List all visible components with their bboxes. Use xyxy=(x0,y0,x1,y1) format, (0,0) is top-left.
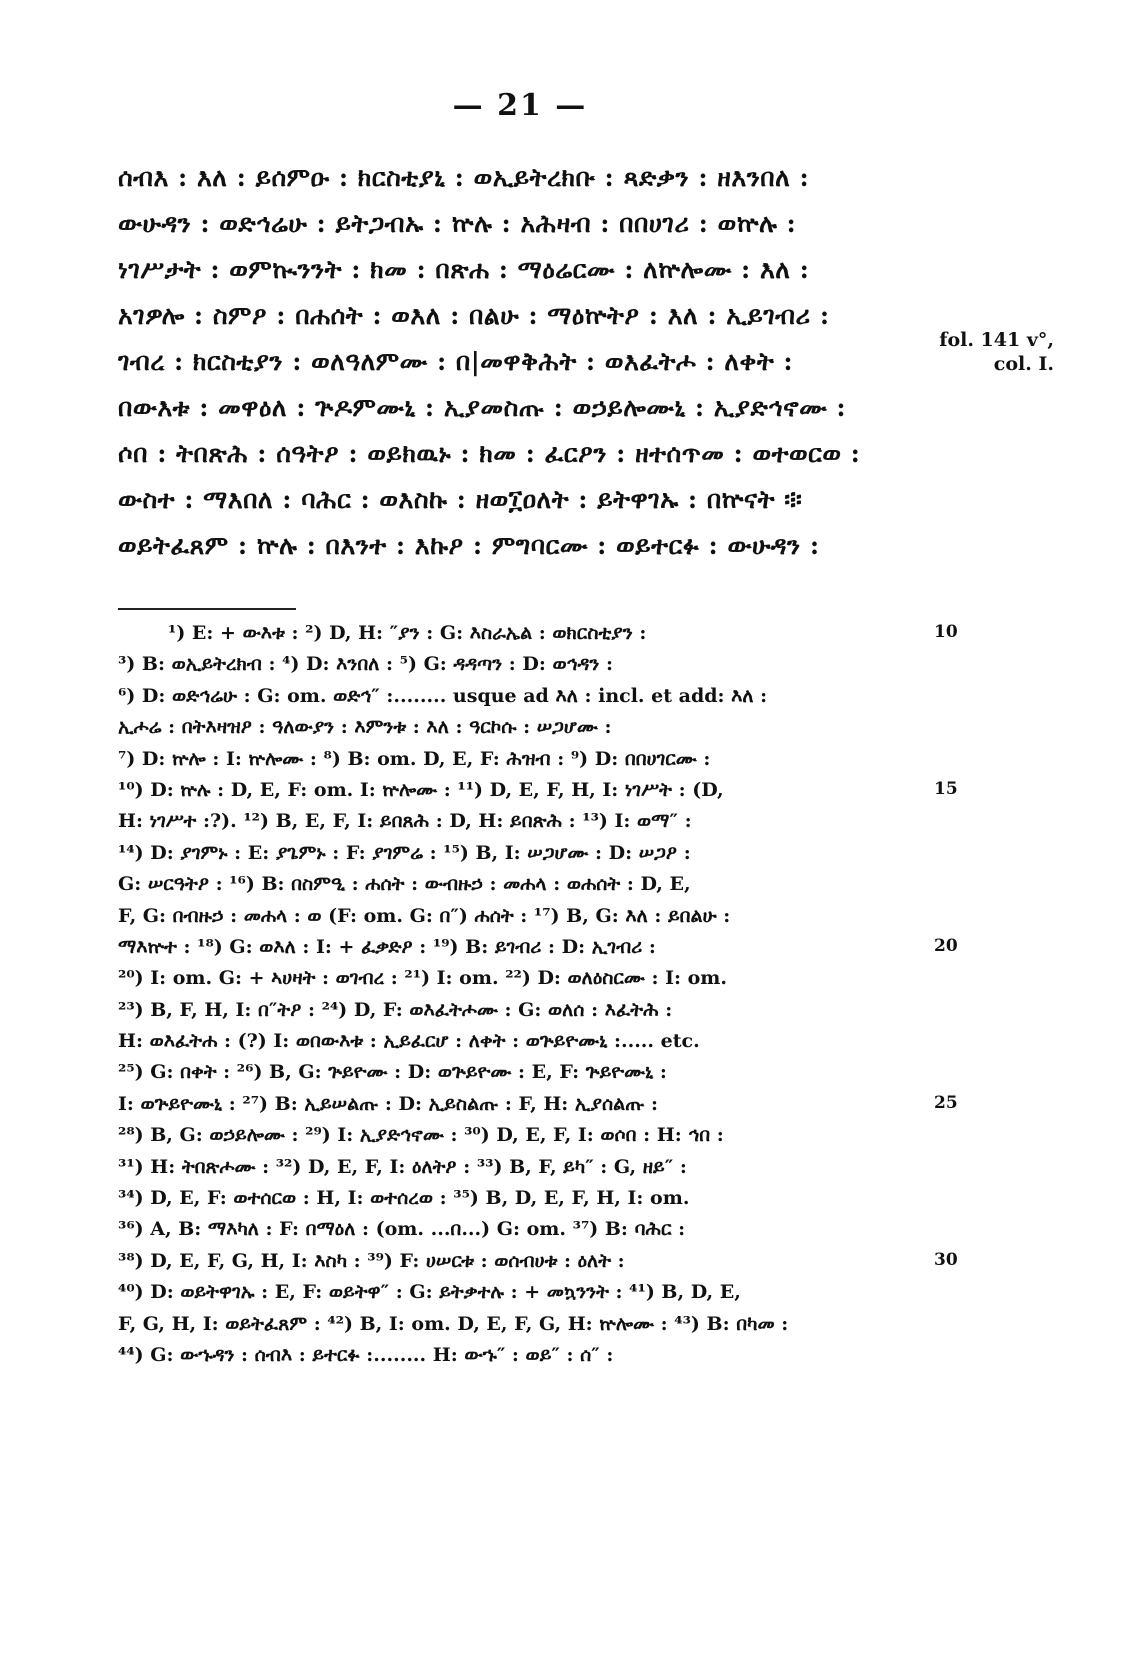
footnote-line: ³⁸) D, E, F, G, H, I: እስካ : ³⁹) F: ሀሠርቱ : ወሰብሀቱ : ዕለት : xyxy=(118,1249,625,1272)
footnote-line: ³) B: ወኢይትረክብ : ⁴) D: እንበለ : ⁵) G: ዳዳጣን : D: ወኅዳን : xyxy=(118,653,613,676)
footnote-line: ²⁵) G: በቀት : ²⁶) B, G: ጕይዮሙ : D: ወጕይዮሙ : E, F: ጕይዮሙኒ : xyxy=(118,1061,667,1084)
footnote-line: ¹⁴) D: ያገምኑ : E: ያጌምኑ : F: ያገምሬ : ¹⁵) B, I: ሠጋሆሙ : D: ሠጋዖ : xyxy=(118,841,691,864)
page-number: — 21 — xyxy=(452,88,588,123)
text-line: ውሁዳን : ወድኅሬሁ : ይትጋብኡ : ኵሉ : አሕዛብ : በበሀገሪ : ወኵሉ : xyxy=(118,209,797,238)
line-number: 10 xyxy=(934,622,958,642)
margin-note xyxy=(934,328,1054,376)
text-line: ውስተ : ማእበለ : ባሕር : ወእስኩ : ዘወ፲ዐለት : ይትዋገኡ : በኵናት ፨ xyxy=(118,485,803,514)
text-line: ሰብእ : እለ : ይሰምዑ : ክርስቲያኒ : ወኢይትረክቡ : ጻድቃን : ዘእንበለ : xyxy=(118,163,810,192)
footnote-line: ⁴⁰) D: ወይትዋገኡ : E, F: ወይትዋ″ : G: ይትቃተሉ : + መኳንንት : ⁴¹) B, D, E, xyxy=(118,1281,741,1304)
footnote-line: ³⁶) A, B: ማእካለ : F: በማዕለ : (om. ...በ...) G: om. ³⁷) B: ባሕር : xyxy=(118,1218,686,1241)
line-number: 30 xyxy=(934,1250,958,1270)
footnote-line: ³⁴) D, E, F: ወተሰርወ : H, I: ወተሰረወ : ³⁵) B, D, E, F, H, I: om. xyxy=(118,1187,690,1210)
footnote-line: ማእኵተ : ¹⁸) G: ወእለ : I: + ፈቃድዖ : ¹⁹) B: ይገብሪ : D: ኢገብሪ : xyxy=(118,935,656,958)
text-line: ሶበ : ትበጽሕ : ሰዓትዖ : ወይክዉኑ : ክመ : ፈርዖን : ዘተሰጥመ : ወተወርወ : xyxy=(118,439,861,468)
footnote-line: F, G, H, I: ወይትፈጸም : ⁴²) B, I: om. D, E, F, G, H: ኵሎሙ : ⁴³) B: በካመ : xyxy=(118,1312,789,1335)
footnotes xyxy=(118,618,930,1371)
footnote-line: G: ሠርዓትዖ : ¹⁶) B: በስምዒ : ሐሰት : ውብዙኃ : መሐላ : ወሐሰት : D, E, xyxy=(118,873,691,896)
text-line: በውእቱ : መዋዕለ : ጕዶምሙኒ : ኢያመስጡ : ወኃይሎሙኒ : ኢያድኅኖሙ : xyxy=(118,393,847,422)
text-line: አገዎሎ : ስምዖ : በሐሰት : ወእለ : በልሁ : ማዕኵትዖ : እለ : ኢይገብሪ : xyxy=(118,301,830,330)
line-number: 20 xyxy=(934,936,958,956)
footnote-line: H: ወእፈትሐ : (?) I: ወበውእቱ : ኢይፈርሆ : ለቀት : ወጕይዮሙኒ :..... etc. xyxy=(118,1030,700,1053)
footnote-line: ኢሖሬ : በትእዛዝዖ : ዓለውያን : እምንቱ : እለ : ዓርኮሱ : ሠጋሆሙ : xyxy=(118,716,612,739)
footnote-line: F, G: በብዙኃ : መሐላ : ወ (F: om. G: በ″) ሐሰት : ¹⁷) B, G: እለ : ይበልሁ : xyxy=(118,904,731,927)
footnote-line: ¹⁰) D: ኵሉ : D, E, F: om. I: ኵሎሙ : ¹¹) D, E, F, H, I: ነገሥት : (D, xyxy=(118,778,724,801)
footnote-line: ⁷) D: ኵሎ : I: ኵሎሙ : ⁸) B: om. D, E, F: ሕዝብ : ⁹) D: በበሀገርሙ : xyxy=(118,747,711,770)
main-text xyxy=(118,150,930,564)
text-line: ነገሥታት : ወምኲንንት : ክመ : በጽሐ : ማዕሬርሙ : ለኵሎሙ : እለ : xyxy=(118,255,810,284)
footnote-line: I: ወጕይዮሙኒ : ²⁷) B: ኢይሠልጡ : D: ኢይስልጡ : F, H: ኢያሰልጡ : xyxy=(118,1092,659,1115)
column-reference: col. I. xyxy=(993,353,1054,375)
text-line: ገብረ : ክርስቲያን : ወለዓለምሙ : በ|መዋቅሕት : ወእፈትሖ : ለቀት : xyxy=(118,347,794,376)
footnote-line: H: ነገሥተ :?). ¹²) B, E, F, I: ይበጸሕ : D, H: ይበጽሕ : ¹³) I: ወማ″ : xyxy=(118,810,692,833)
text-line: ወይትፈጸም : ኵሉ : በእንተ : እኩዖ : ምግባርሙ : ወይተርፉ : ውሁዳን : xyxy=(118,531,820,560)
footnote-line: ⁶) D: ወድኅሬሁ : G: om. ወድኅ″ :........ usque ad እለ : incl. et add: እለ : xyxy=(118,684,768,707)
footnote-line: ¹) E: + ውእቱ : ²) D, H: ″ያን : G: እስራኤል : ወክርስቲያን : xyxy=(168,622,647,644)
footnote-rule xyxy=(118,608,296,610)
line-number: 25 xyxy=(934,1093,958,1113)
footnote-line: ²³) B, F, H, I: በ″ትዖ : ²⁴) D, F: ወእፈትሖሙ : G: ወለሰ : እፈትሕ : xyxy=(118,998,673,1021)
footnote-line: ²⁰) I: om. G: + ኣሀዛት : ወገብረ : ²¹) I: om. ²²) D: ወለዕስርሙ : I: om. xyxy=(118,967,728,990)
footnote-line: ²⁸) B, G: ወኃይሎሙ : ²⁹) I: ኢያድኅኖሙ : ³⁰) D, E, F, I: ወሶበ : H: ኅበ : xyxy=(118,1124,724,1147)
footnote-line: ⁴⁴) G: ውኁዳን : ሰብእ : ይተርፉ :........ H: ውኁ″ : ወይ″ : ሰ″ : xyxy=(118,1343,614,1366)
folio-reference: fol. 141 v°, xyxy=(939,329,1054,351)
footnote-line: ³¹) H: ትበጽሖሙ : ³²) D, E, F, I: ዕለትዖ : ³³) B, F, ይካ″ : G, ዘይ″ : xyxy=(118,1155,687,1178)
line-number: 15 xyxy=(934,779,958,799)
